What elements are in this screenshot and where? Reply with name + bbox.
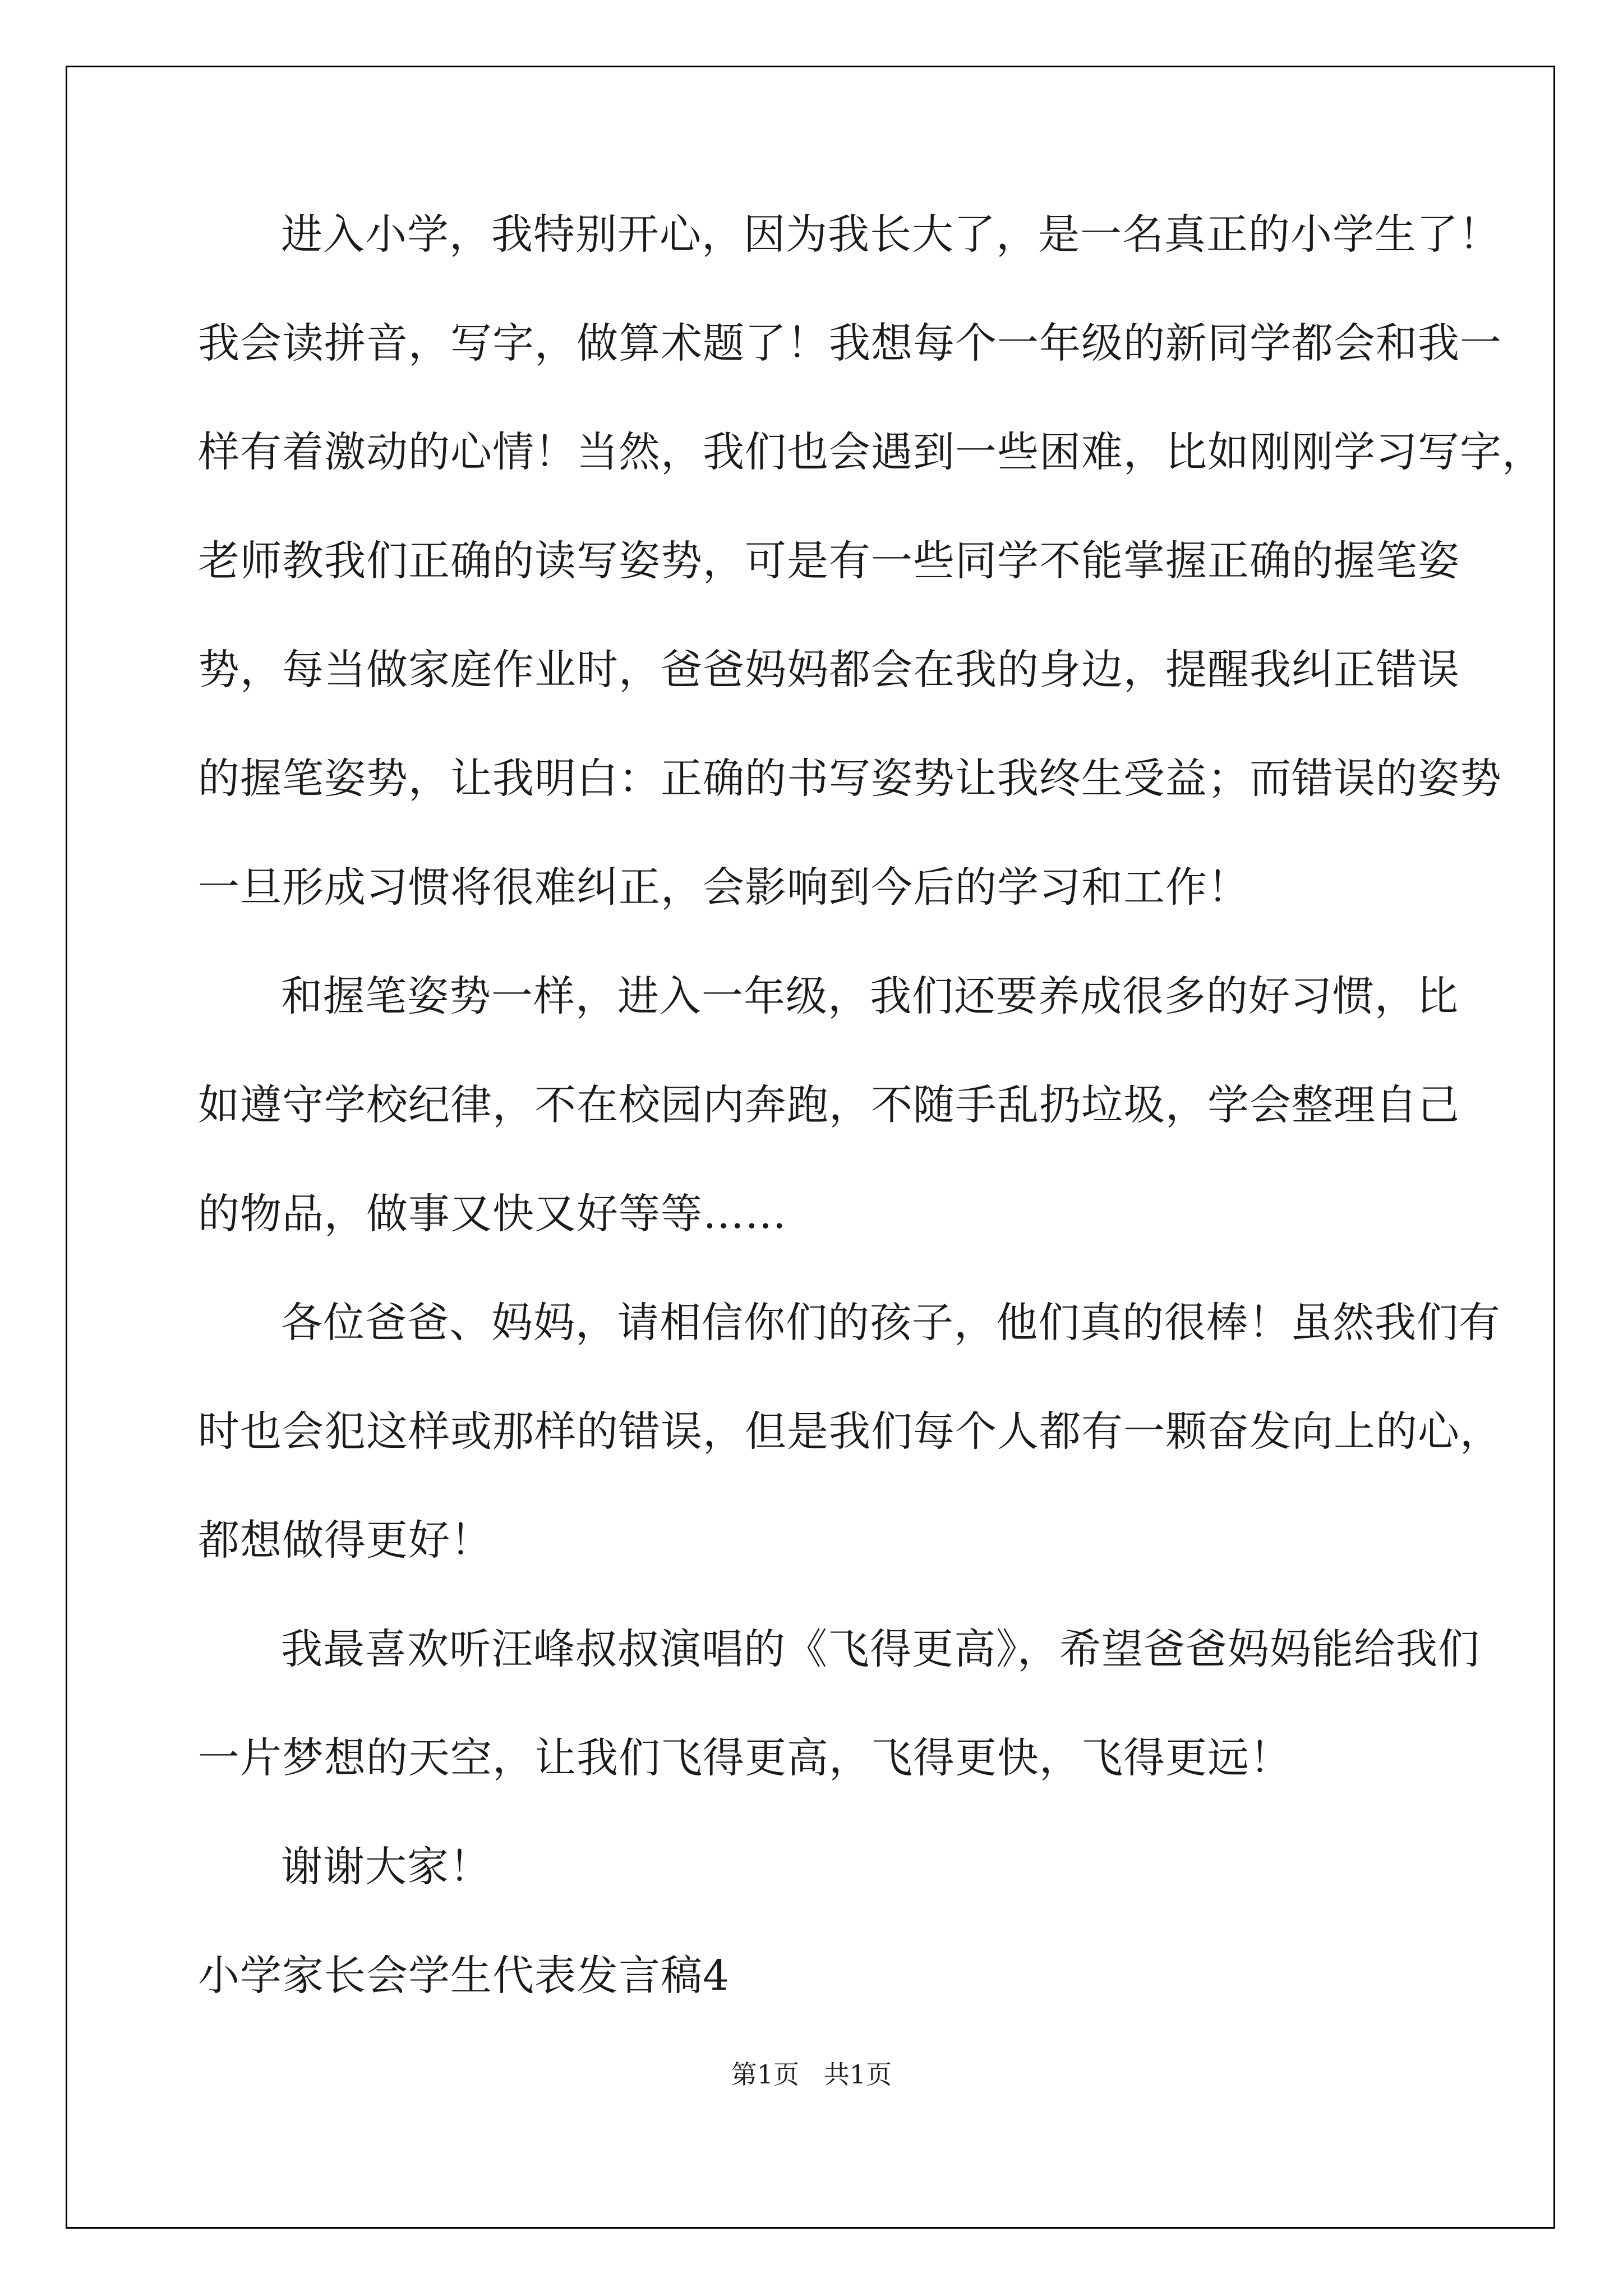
- paragraph-1-line-7: 一旦形成习惯将很难纠正，会影响到今后的学习和工作！: [198, 863, 1249, 912]
- paragraph-1-line-6: 的握笔姿势，让我明白：正确的书写姿势让我终生受益；而错误的姿势: [198, 754, 1502, 803]
- page-border: [66, 66, 1555, 2229]
- paragraph-1-line-5: 势，每当做家庭作业时，爸爸妈妈都会在我的身边，提醒我纠正错误: [198, 646, 1460, 694]
- paragraph-1-line-4: 老师教我们正确的读写姿势，可是有一些同学不能掌握正确的握笔姿: [198, 537, 1460, 585]
- paragraph-3-line-2: 时也会犯这样或那样的错误，但是我们每个人都有一颗奋发向上的心，: [198, 1407, 1502, 1456]
- paragraph-4-line-1: 我最喜欢听汪峰叔叔演唱的《飞得更高》，希望爸爸妈妈能给我们: [281, 1625, 1480, 1673]
- paragraph-2-line-2: 如遵守学校纪律，不在校园内奔跑，不随手乱扔垃圾，学会整理自己: [198, 1081, 1460, 1129]
- paragraph-3-line-3: 都想做得更好！: [198, 1516, 492, 1565]
- paragraph-1-line-2: 我会读拼音，写字，做算术题了！我想每个一年级的新同学都会和我一: [198, 319, 1502, 367]
- closing-thanks: 谢谢大家！: [281, 1843, 491, 1891]
- paragraph-2-line-1: 和握笔姿势一样，进入一年级，我们还要养成很多的好习惯，比: [281, 972, 1459, 1020]
- paragraph-4-line-2: 一片梦想的天空，让我们飞得更高，飞得更快，飞得更远！: [198, 1734, 1292, 1782]
- page-number-footer: 第1页 共1页: [731, 2059, 892, 2090]
- next-section-title: 小学家长会学生代表发言稿4: [198, 1952, 730, 2000]
- paragraph-3-line-1: 各位爸爸、妈妈，请相信你们的孩子，他们真的很棒！虽然我们有: [281, 1299, 1501, 1347]
- paragraph-1-line-3: 样有着激动的心情！当然，我们也会遇到一些困难，比如刚刚学习写字，: [198, 428, 1544, 476]
- paragraph-1-line-1: 进入小学，我特别开心，因为我长大了，是一名真正的小学生了！: [281, 210, 1501, 259]
- paragraph-2-line-3: 的物品，做事又快又好等等……: [198, 1190, 787, 1238]
